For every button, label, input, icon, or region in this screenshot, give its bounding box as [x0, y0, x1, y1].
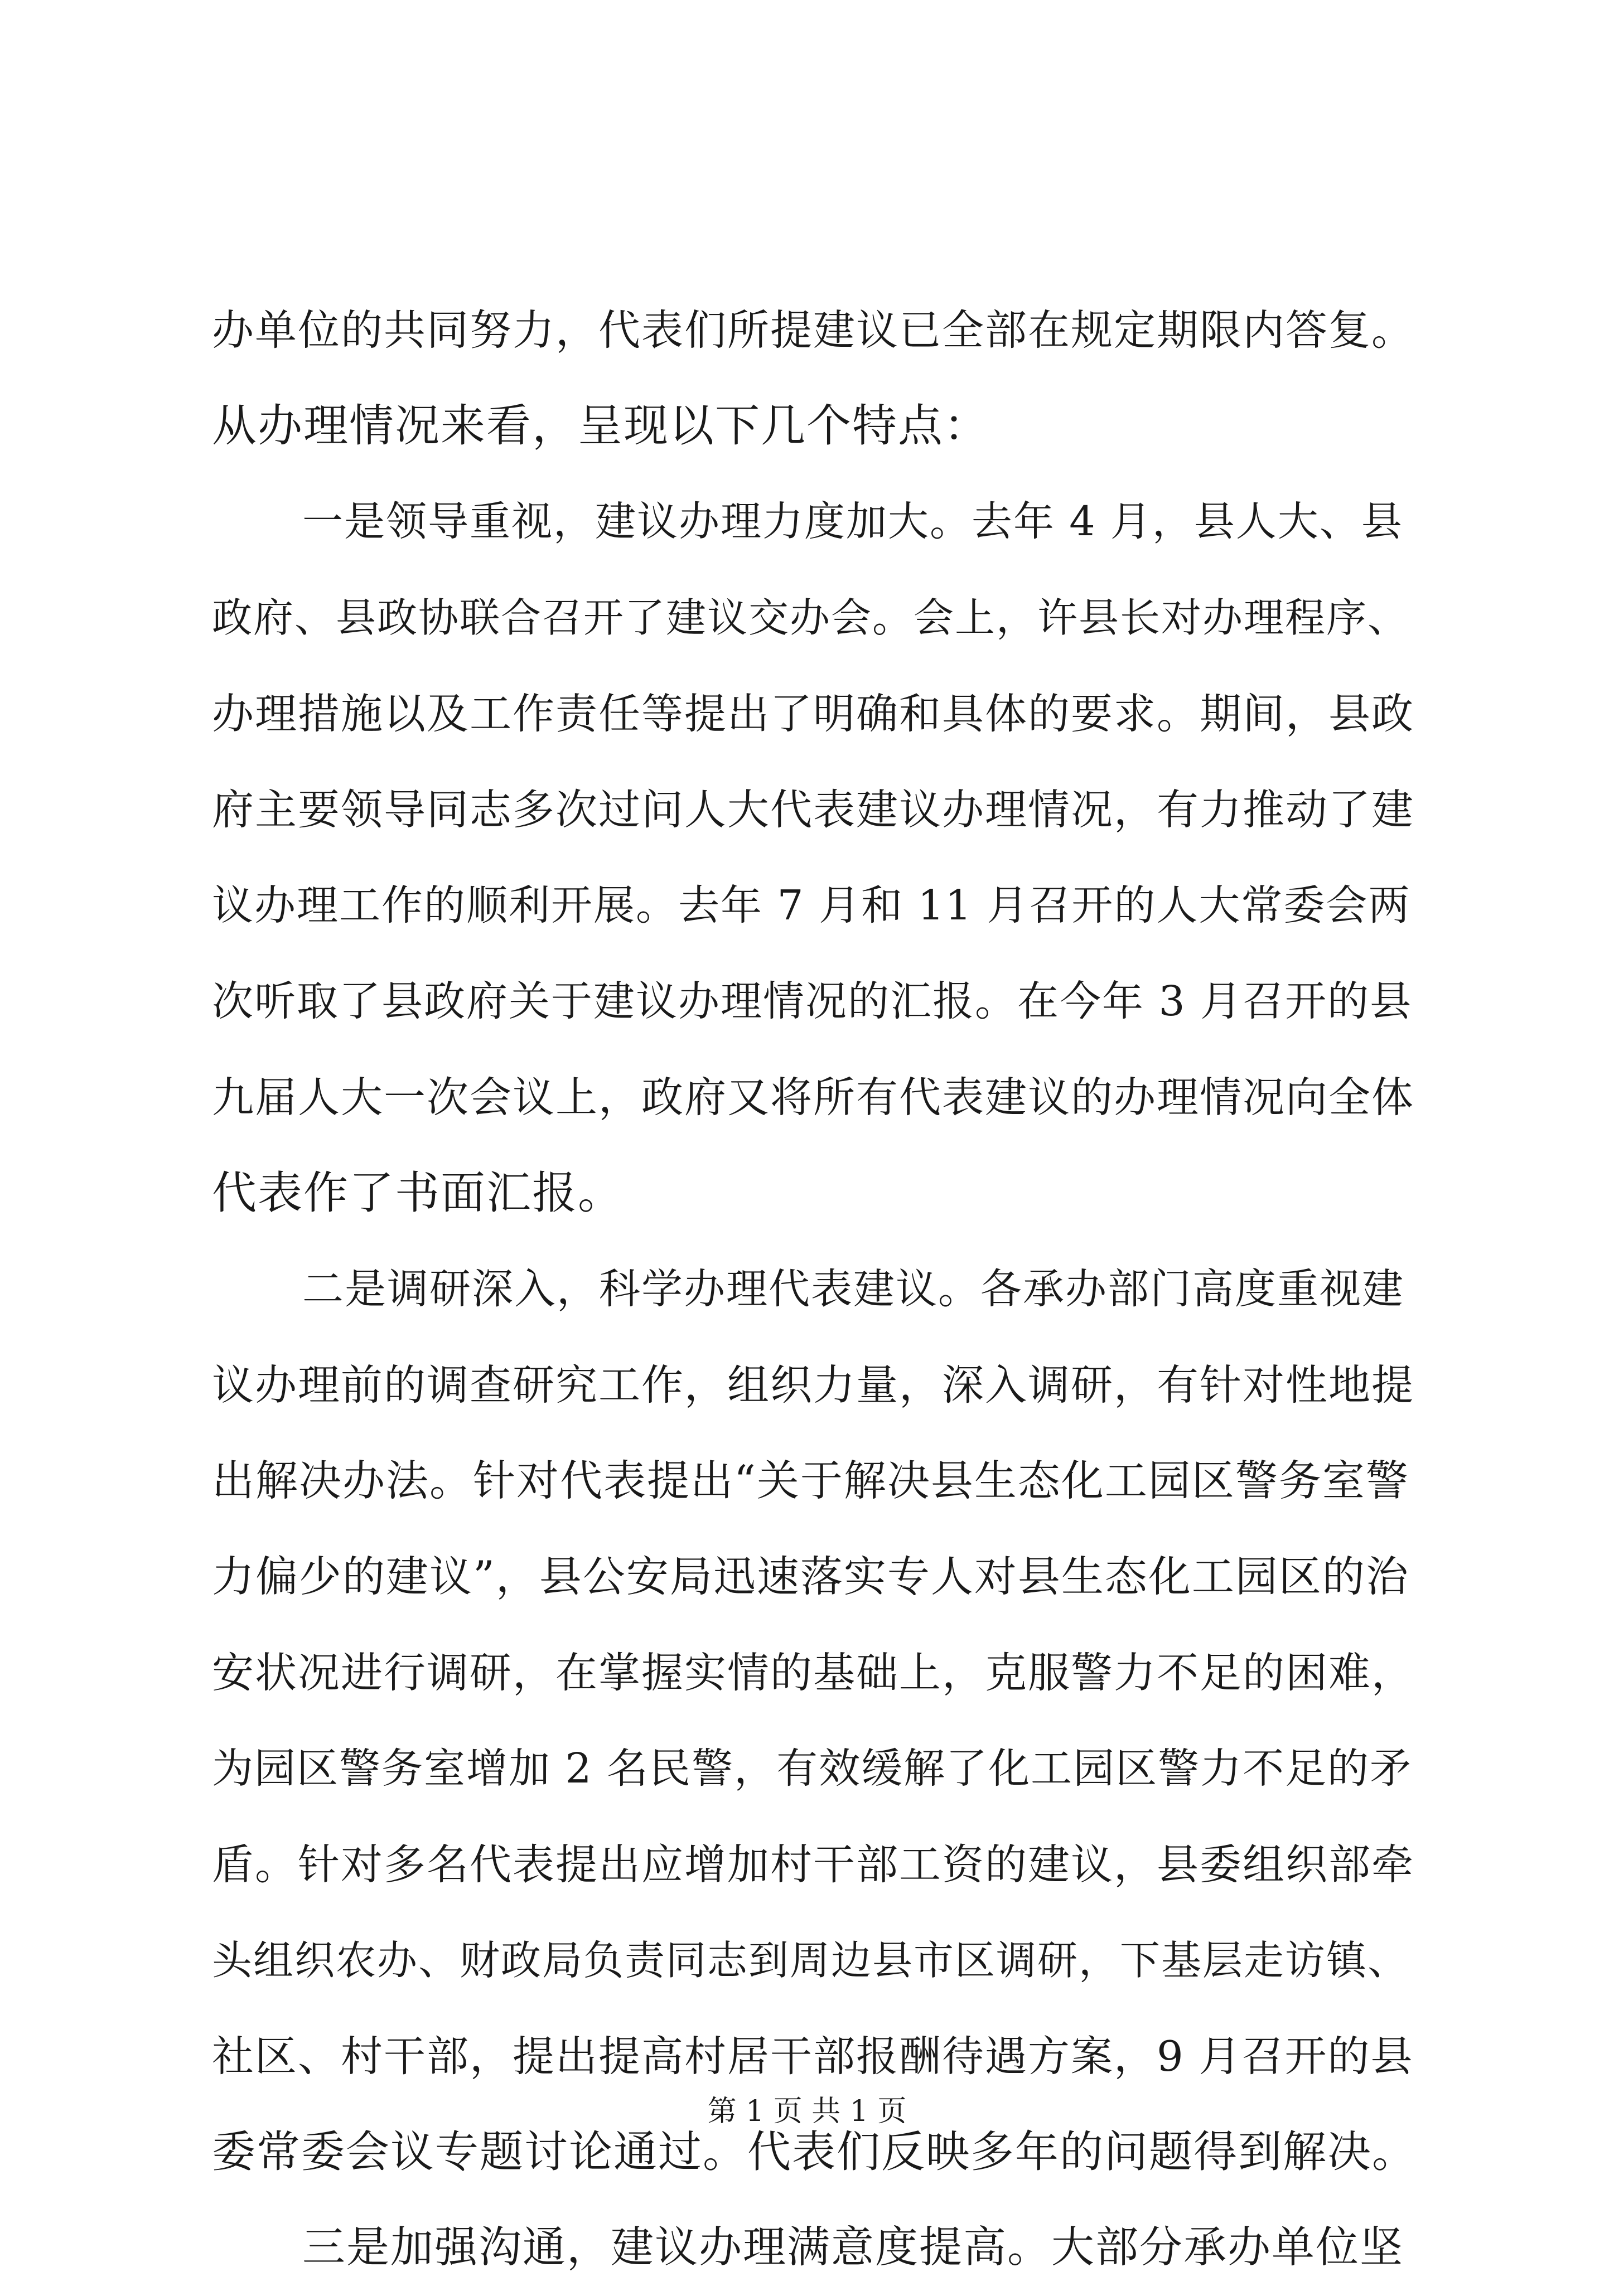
text-line: 为园区警务室增加 2 名民警，有效缓解了化工园区警力不足的矛	[212, 1745, 1413, 1793]
text-line: 府主要领导同志多次过问人大代表建议办理情况，有力推动了建	[212, 785, 1415, 834]
text-line: 社区、村干部，提出提高村居干部报酬待遇方案，9 月召开的县	[212, 2032, 1414, 2081]
text-line: 出解决办法。针对代表提出“关于解决县生态化工园区警务室警	[212, 1456, 1409, 1505]
text-line: 盾。针对多名代表提出应增加村干部工资的建议，县委组织部牵	[212, 1840, 1415, 1889]
text-line: 九届人大一次会议上，政府又将所有代表建议的办理情况向全体	[212, 1073, 1415, 1122]
paragraph-start-line: 三是加强沟通，建议办理满意度提高。大部分承办单位坚	[302, 2223, 1404, 2273]
document-body	[212, 282, 1417, 2296]
text-line: 代表作了书面汇报。	[212, 1167, 624, 1219]
text-line: 头组织农办、财政局负责同志到周边县市区调研，下基层走访镇、	[212, 1937, 1409, 1984]
text-line: 次听取了县政府关于建议办理情况的汇报。在今年 3 月召开的县	[212, 977, 1413, 1025]
text-line: 力偏少的建议”，县公安局迅速落实专人对县生态化工园区的治	[212, 1552, 1409, 1601]
text-line: 安状况进行调研，在掌握实情的基础上，克服警力不足的困难，	[212, 1648, 1415, 1697]
page-footer	[0, 2092, 1614, 2131]
text-line: 议办理前的调查研究工作，组织力量，深入调研，有针对性地提	[212, 1360, 1415, 1409]
text-line: 议办理工作的顺利开展。去年 7 月和 11 月召开的人大常委会两	[212, 881, 1411, 929]
text-line: 从办理情况来看，呈现以下几个特点：	[212, 400, 989, 452]
page-number: 第 1 页 共 1 页	[707, 2095, 907, 2128]
paragraph-start-line: 二是调研深入，科学办理代表建议。各承办部门高度重视建	[302, 1265, 1404, 1313]
text-line: 办单位的共同努力，代表们所提建议已全部在规定期限内答复。	[212, 306, 1415, 355]
text-line: 政府、县政协联合召开了建议交办会。会上，许县长对办理程序、	[212, 594, 1409, 641]
paragraph-start-line: 一是领导重视，建议办理力度加大。去年 4 月，县人大、县	[302, 498, 1403, 545]
text-line: 办理措施以及工作责任等提出了明确和具体的要求。期间，县政	[212, 689, 1415, 738]
text-line: 委常委会议专题讨论通过。代表们反映多年的问题得到解决。	[212, 2127, 1417, 2177]
